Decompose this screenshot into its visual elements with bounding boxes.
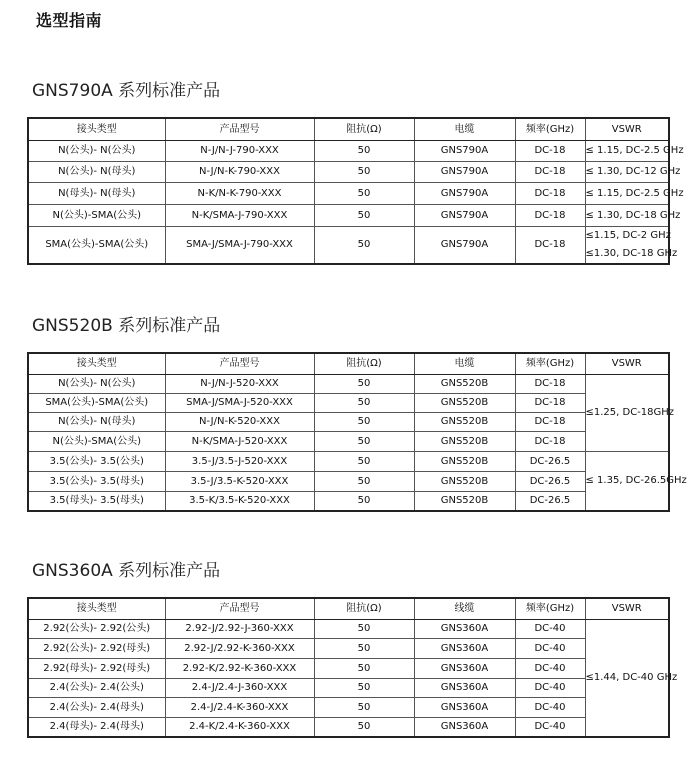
cell-cable: GNS360A	[414, 697, 515, 717]
cell-cable: GNS360A	[414, 638, 515, 658]
header-model: 产品型号	[165, 118, 314, 140]
cell-connector-type: 2.4(公头)- 2.4(公头)	[28, 678, 165, 697]
cell-frequency: DC-18	[515, 226, 585, 264]
header-connector-type: 接头类型	[28, 598, 165, 619]
cell-frequency: DC-18	[515, 161, 585, 182]
cell-connector-type: 2.92(公头)- 2.92(母头)	[28, 638, 165, 658]
cell-frequency: DC-40	[515, 619, 585, 638]
header-impedance: 阻抗(Ω)	[314, 118, 414, 140]
cell-cable: GNS790A	[414, 204, 515, 226]
cell-frequency: DC-18	[515, 431, 585, 451]
table-row	[28, 638, 669, 658]
cell-vswr-multi	[585, 226, 678, 264]
cell-model: 3.5-J/3.5-K-520-XXX	[165, 471, 314, 491]
table-row	[28, 451, 669, 471]
cell-impedance: 50	[314, 619, 414, 638]
cell-impedance: 50	[314, 658, 414, 678]
cell-model: N-K/SMA-J-790-XXX	[165, 204, 314, 226]
cell-cable: GNS520B	[414, 374, 515, 393]
cell-impedance: 50	[314, 491, 414, 511]
cell-impedance: 50	[314, 678, 414, 697]
table-row	[28, 619, 669, 638]
table-row	[28, 374, 669, 393]
cell-vswr-group: ≤1.25, DC-18GHz	[585, 374, 669, 451]
table-row	[28, 161, 669, 182]
table-row	[28, 393, 669, 412]
cell-connector-type: 3.5(公头)- 3.5(公头)	[28, 451, 165, 471]
header-model: 产品型号	[165, 353, 314, 374]
header-cable: 线缆	[414, 598, 515, 619]
cell-impedance: 50	[314, 697, 414, 717]
cell-frequency: DC-40	[515, 658, 585, 678]
header-cable: 电缆	[414, 353, 515, 374]
cell-impedance: 50	[314, 140, 414, 161]
cell-connector-type: SMA(公头)-SMA(公头)	[28, 226, 165, 264]
cell-cable: GNS360A	[414, 658, 515, 678]
cell-frequency: DC-18	[515, 204, 585, 226]
table-row	[28, 412, 669, 431]
cell-model: 2.92-J/2.92-J-360-XXX	[165, 619, 314, 638]
cell-cable: GNS520B	[414, 491, 515, 511]
cell-connector-type: N(公头)-SMA(公头)	[28, 204, 165, 226]
table-row	[28, 717, 669, 737]
table-row	[28, 471, 669, 491]
cell-cable: GNS360A	[414, 717, 515, 737]
header-vswr: VSWR	[585, 353, 669, 374]
cell-connector-type: N(母头)- N(母头)	[28, 182, 165, 204]
cell-model: SMA-J/SMA-J-790-XXX	[165, 226, 314, 264]
header-vswr: VSWR	[585, 118, 669, 140]
cell-frequency: DC-18	[515, 182, 585, 204]
cell-cable: GNS520B	[414, 431, 515, 451]
table-gns520b	[27, 352, 687, 512]
table-header-row	[28, 118, 669, 140]
cell-impedance: 50	[314, 638, 414, 658]
cell-impedance: 50	[314, 204, 414, 226]
cell-cable: GNS790A	[414, 226, 515, 264]
cell-impedance: 50	[314, 161, 414, 182]
table-row	[28, 204, 669, 226]
cell-model: 2.92-J/2.92-K-360-XXX	[165, 638, 314, 658]
cell-model: N-J/N-K-520-XXX	[165, 412, 314, 431]
cell-model: N-J/N-K-790-XXX	[165, 161, 314, 182]
cell-cable: GNS520B	[414, 412, 515, 431]
cell-impedance: 50	[314, 393, 414, 412]
cell-frequency: DC-26.5	[515, 471, 585, 491]
table-row	[28, 697, 669, 717]
table-row	[28, 182, 669, 204]
table-row	[28, 431, 669, 451]
cell-impedance: 50	[314, 717, 414, 737]
cell-connector-type: SMA(公头)-SMA(公头)	[28, 393, 165, 412]
table-gns360a	[27, 597, 678, 738]
cell-cable: GNS790A	[414, 182, 515, 204]
section-title-gns790a: GNS790A 系列标准产品	[32, 81, 221, 101]
cell-frequency: DC-18	[515, 140, 585, 161]
cell-connector-type: N(公头)- N(母头)	[28, 161, 165, 182]
cell-connector-type: 2.4(公头)- 2.4(母头)	[28, 697, 165, 717]
cell-frequency: DC-40	[515, 678, 585, 697]
vswr-line: ≤1.15, DC-2 GHz	[585, 229, 671, 241]
table-row	[28, 140, 669, 161]
cell-connector-type: 3.5(母头)- 3.5(母头)	[28, 491, 165, 511]
cell-vswr-group: ≤1.44, DC-40 GHz	[585, 619, 669, 737]
cell-impedance: 50	[314, 451, 414, 471]
cell-vswr: ≤ 1.30, DC-12 GHz	[585, 161, 669, 182]
cell-frequency: DC-26.5	[515, 491, 585, 511]
cell-model: 3.5-J/3.5-J-520-XXX	[165, 451, 314, 471]
cell-cable: GNS520B	[414, 451, 515, 471]
page-title: 选型指南	[36, 11, 103, 30]
header-vswr: VSWR	[585, 598, 669, 619]
header-connector-type: 接头类型	[28, 353, 165, 374]
section-title-gns520b: GNS520B 系列标准产品	[32, 316, 221, 336]
cell-frequency: DC-26.5	[515, 451, 585, 471]
cell-frequency: DC-40	[515, 717, 585, 737]
header-cable: 电缆	[414, 118, 515, 140]
cell-frequency: DC-18	[515, 412, 585, 431]
cell-cable: GNS790A	[414, 140, 515, 161]
cell-vswr: ≤ 1.30, DC-18 GHz	[585, 204, 669, 226]
table-header-row	[28, 598, 669, 619]
cell-cable: GNS790A	[414, 161, 515, 182]
vswr-line: ≤1.30, DC-18 GHz	[585, 247, 678, 259]
cell-model: N-J/N-J-520-XXX	[165, 374, 314, 393]
cell-cable: GNS520B	[414, 471, 515, 491]
cell-model: 2.4-J/2.4-J-360-XXX	[165, 678, 314, 697]
cell-connector-type: N(公头)-SMA(公头)	[28, 431, 165, 451]
cell-connector-type: 3.5(公头)- 3.5(母头)	[28, 471, 165, 491]
cell-impedance: 50	[314, 471, 414, 491]
header-impedance: 阻抗(Ω)	[314, 598, 414, 619]
cell-impedance: 50	[314, 412, 414, 431]
cell-model: N-J/N-J-790-XXX	[165, 140, 314, 161]
table-row	[28, 491, 669, 511]
cell-vswr: ≤ 1.15, DC-2.5 GHz	[585, 140, 669, 161]
header-frequency: 频率(GHz)	[515, 598, 585, 619]
cell-model: N-K/SMA-J-520-XXX	[165, 431, 314, 451]
cell-impedance: 50	[314, 431, 414, 451]
cell-frequency: DC-40	[515, 697, 585, 717]
cell-connector-type: 2.4(母头)- 2.4(母头)	[28, 717, 165, 737]
cell-cable: GNS520B	[414, 393, 515, 412]
cell-cable: GNS360A	[414, 619, 515, 638]
cell-connector-type: 2.92(公头)- 2.92(公头)	[28, 619, 165, 638]
section-title-gns360a: GNS360A 系列标准产品	[32, 561, 221, 581]
table-header-row	[28, 353, 669, 374]
table-gns790a	[27, 117, 684, 265]
cell-connector-type: N(公头)- N(公头)	[28, 140, 165, 161]
table-row	[28, 226, 669, 264]
header-frequency: 频率(GHz)	[515, 118, 585, 140]
cell-model: SMA-J/SMA-J-520-XXX	[165, 393, 314, 412]
cell-connector-type: 2.92(母头)- 2.92(母头)	[28, 658, 165, 678]
header-frequency: 频率(GHz)	[515, 353, 585, 374]
cell-model: 2.4-J/2.4-K-360-XXX	[165, 697, 314, 717]
cell-frequency: DC-18	[515, 374, 585, 393]
header-connector-type: 接头类型	[28, 118, 165, 140]
cell-frequency: DC-40	[515, 638, 585, 658]
cell-model: 2.4-K/2.4-K-360-XXX	[165, 717, 314, 737]
cell-model: 2.92-K/2.92-K-360-XXX	[165, 658, 314, 678]
table-row	[28, 678, 669, 697]
cell-impedance: 50	[314, 182, 414, 204]
cell-model: N-K/N-K-790-XXX	[165, 182, 314, 204]
cell-vswr-group: ≤ 1.35, DC-26.5GHz	[585, 451, 669, 511]
header-model: 产品型号	[165, 598, 314, 619]
cell-cable: GNS360A	[414, 678, 515, 697]
cell-connector-type: N(公头)- N(母头)	[28, 412, 165, 431]
cell-impedance: 50	[314, 374, 414, 393]
cell-frequency: DC-18	[515, 393, 585, 412]
cell-model: 3.5-K/3.5-K-520-XXX	[165, 491, 314, 511]
cell-connector-type: N(公头)- N(公头)	[28, 374, 165, 393]
cell-impedance: 50	[314, 226, 414, 264]
cell-vswr: ≤ 1.15, DC-2.5 GHz	[585, 182, 669, 204]
header-impedance: 阻抗(Ω)	[314, 353, 414, 374]
table-row	[28, 658, 669, 678]
